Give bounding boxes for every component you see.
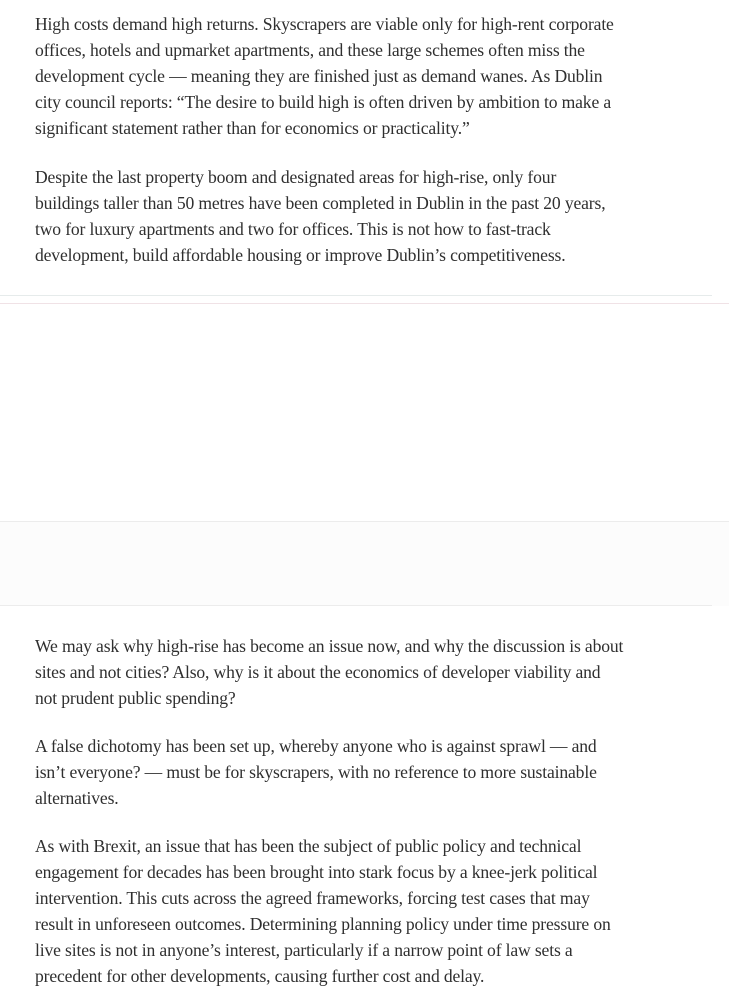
text-line: development cycle — meaning they are finished just as demand wanes. As Dublin xyxy=(35,66,603,86)
text-line: A false dichotomy has been set up, whereby anyone who is against sprawl — and xyxy=(35,736,597,756)
section-divider xyxy=(0,295,712,296)
text-line: buildings taller than 50 metres have been completed in Dublin in the past 20 years, xyxy=(35,193,606,213)
article-paragraph-3 xyxy=(35,633,715,711)
text-line: precedent for other developments, causing further cost and delay. xyxy=(35,966,485,986)
text-line: sites and not cities? Also, why is it about the economics of developer viability and xyxy=(35,662,601,682)
text-line: alternatives. xyxy=(35,788,119,808)
text-line: engagement for decades has been brought into stark focus by a knee-jerk political xyxy=(35,862,598,882)
text-line: Despite the last property boom and designated areas for high-rise, only four xyxy=(35,167,557,187)
text-line: significant statement rather than for economics or practicality.” xyxy=(35,118,470,138)
text-line: not prudent public spending? xyxy=(35,688,236,708)
article-paragraph-5 xyxy=(35,833,715,989)
text-line: live sites is not in anyone’s interest, particularly if a narrow point of law sets a xyxy=(35,940,573,960)
text-line: city council reports: “The desire to build high is often driven by ambition to make a xyxy=(35,92,612,112)
text-line: two for luxury apartments and two for offices. This is not how to fast-track xyxy=(35,219,551,239)
text-line: isn’t everyone? — must be for skyscrapers, with no reference to more sustainable xyxy=(35,762,597,782)
text-line: result in unforeseen outcomes. Determining planning policy under time pressure on xyxy=(35,914,611,934)
article-paragraph-1 xyxy=(35,11,715,141)
article-paragraph-2 xyxy=(35,164,715,268)
text-line: intervention. This cuts across the agreed frameworks, forcing test cases that may xyxy=(35,888,590,908)
text-line: offices, hotels and upmarket apartments, and these large schemes often miss the xyxy=(35,40,585,60)
ad-container xyxy=(0,521,729,606)
text-line: We may ask why high-rise has become an issue now, and why the discussion is about xyxy=(35,636,624,656)
text-line: As with Brexit, an issue that has been the subject of public policy and technical xyxy=(35,836,582,856)
ad-bottom-divider xyxy=(0,605,712,606)
article-paragraph-4 xyxy=(35,733,715,811)
ad-slot-empty xyxy=(0,304,729,521)
text-line: development, build affordable housing or improve Dublin’s competitiveness. xyxy=(35,245,566,265)
text-line: High costs demand high returns. Skyscrapers are viable only for high-rent corporate xyxy=(35,14,614,34)
